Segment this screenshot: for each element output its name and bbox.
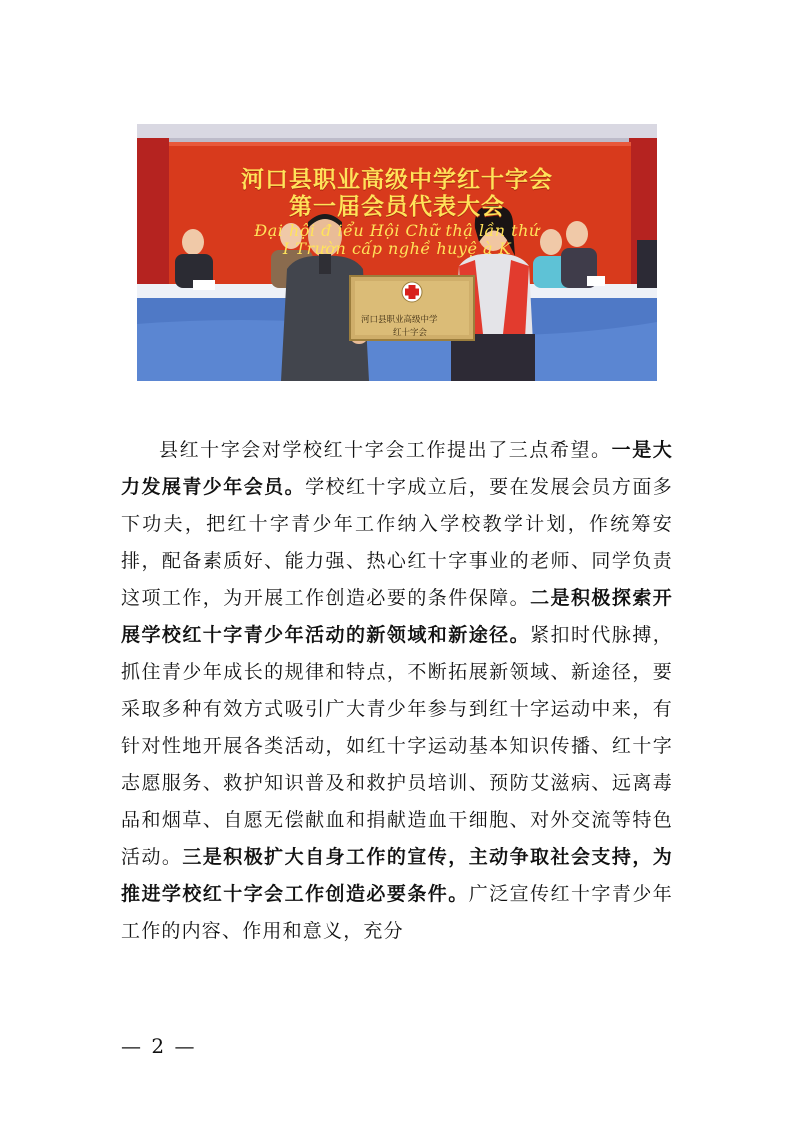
key-point-1: 一是大力发展青少年会员。 (121, 439, 673, 498)
text-segment: 紧扣时代脉搏，抓住青少年成长的规律和特点，不断拓展新领域、新途径，要采取多种有效方式吸引广大青少年参与到红十字运动中来，有针对性地开展各类活动，如红十字运动基本知识传播、红十字志愿服务、救护知识普及和救护员培训、预防艾滋病、远离毒品和烟草、自愿无偿献血和捐献造血干细胞、对外交流等特色活动。 (121, 624, 673, 868)
banner-title-line-1: 河口县职业高级中学红十字会 (241, 167, 553, 193)
plaque-text-line-1: 河口县职业高级中学 (361, 315, 438, 325)
body-paragraph (121, 432, 673, 950)
text-segment: 广泛宣传红十字青少年工作的内容、作用和意义，充分 (121, 883, 673, 942)
banner-vietnamese-line-1: Đại hội đ iểu Hội Chữ thậ lần thứ (254, 221, 540, 240)
key-point-2: 二是积极探索开展学校红十字青少年活动的新领域和新途径。 (121, 587, 673, 646)
text-segment: 县红十字会对学校红十字会工作提出了三点希望。 (159, 439, 612, 461)
page-number: — 2 — (121, 1034, 197, 1058)
key-point-3: 三是积极扩大自身工作的宣传，主动争取社会支持，为推进学校红十字会工作创造必要条件。 (121, 846, 673, 905)
plaque-text-line-2: 红十字会 (393, 328, 428, 338)
text-segment: 学校红十字成立后，要在发展会员方面多下功夫，把红十字青少年工作纳入学校教学计划，作统筹安排，配备素质好、能力强、热心红十字事业的老师、同学负责这项工作，为开展工作创造必要的条件保障。 (121, 476, 673, 609)
ceremony-photo (137, 124, 657, 381)
banner-title-line-2: 第一届会员代表大会 (289, 194, 505, 220)
banner-vietnamese-line-2: I Trườn cấp nghề huyệ à K (282, 239, 512, 258)
article-body (121, 432, 673, 950)
